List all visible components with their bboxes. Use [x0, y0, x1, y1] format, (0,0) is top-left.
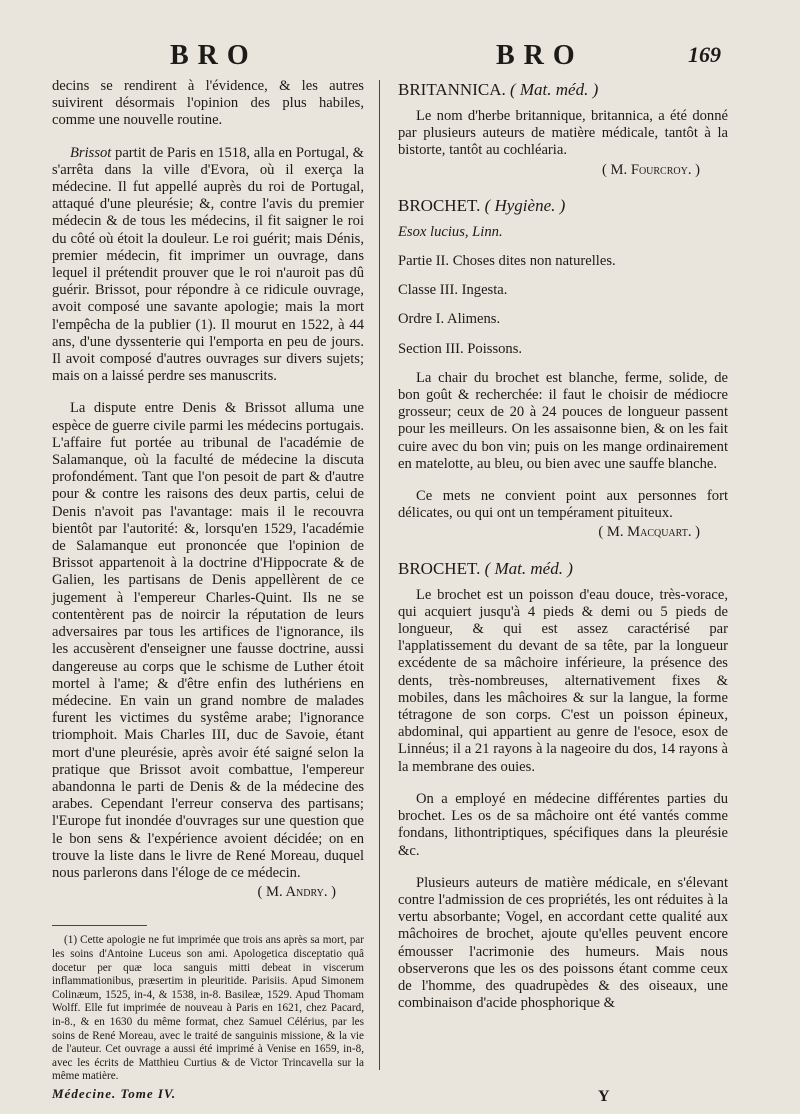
signature-andry: ( M. Andry. )	[257, 884, 336, 901]
classification-line: Esox lucius, Linn.	[398, 223, 503, 240]
brochet-properties-paragraph: Plusieurs auteurs de matière médicale, en s'élevant contre l'admission de ces propriétés, les ont réduites à la vertu absorbante; Vogel, en accordant cette qualité aux mâchoires de brochet, ajoute qu'elles peuvent encore émousser l'acrimonie des humeurs. Mais nous observerons que les os des poissons étant comme ceux de l'homme, des quadrupèdes & des oiseaux, une combinaison d'acide phosphorique &	[398, 874, 728, 1012]
footnote-rule	[52, 925, 147, 926]
signature-mark: Y	[598, 1088, 610, 1105]
continued-paragraph: decins se rendirent à l'évidence, & les autres suivirent désormais l'opinion des plus habiles, comme une nouvelle routine.	[52, 78, 364, 129]
page-number: 169	[688, 42, 721, 67]
signature-macquart: ( M. Macquart. )	[598, 524, 700, 541]
heading-text: BRITANNICA.	[398, 80, 506, 99]
bottom-note: Médecine. Tome IV.	[52, 1085, 177, 1101]
entry-heading-brochet-hygiene	[398, 196, 728, 216]
running-head-left: BRO	[170, 40, 258, 71]
entry-heading-britannica	[398, 80, 728, 100]
left-column	[52, 78, 364, 1102]
brochet-description-paragraph: Le brochet est un poisson d'eau douce, très-vorace, qui acquiert jusqu'à 4 pieds & demi ou 5 pieds de longueur, & qui est assez caractérisé par l'applatissement du devant de sa tête, par la longueur excédente de sa mâchoire inférieure, la présence des dents, très-nombreuses, alternativement fixes & mobiles, dans les mâchoires & sur la langue, la forme tétragone de son corps. C'est un poisson épineux, abdominal, qui appartient au genre de l'esoce, esox de Linnéus; il a 21 rayons à la nageoire du dos, 14 rayons à la membrane des ouies.	[398, 586, 728, 775]
heading-tag: ( Mat. méd. )	[484, 558, 573, 578]
entry-heading-brochet-mat-med	[398, 559, 728, 579]
classification-line: Section III. Poissons.	[398, 340, 523, 357]
dispute-paragraph: La dispute entre Denis & Brissot alluma une espèce de guerre civile parmi les médecins portugais. L'affaire fut portée au tribunal de l'académie de Salamanque, où la faculté de médecine la discuta profondément. Tant que l'on pesoit de part & d'autre pour & contre les raisons des deux partis, celui de Denis n'avoit pas l'avantage: mais il le recouvra bientôt par l'autorité: &, lorsqu'en 1529, l'académie de Salamanque eut prononcée que l'opinion de Brissot appartenoit à la doctrine d'Hippocrate & de Galien, les partisans de Denis appellèrent de ce jugement à l'empereur Charles-Quint. Ils ne se contentèrent pas de noircir la réputation de leurs adversaires par tous les artifices de l'ignorance, ils les accusèrent d'enseigner une fausse doctrine, aussi dangereuse au corps que le schisme de Luther étoit mortel à l'ame; & d'être enfin des luthériens en médecine. En vain un grand nombre de malades furent les victimes du systême arabe; l'ignorance triomphoit. Mais Charles III, duc de Savoie, étant mort d'une pleurésie, après avoir été saigné selon la pratique que Brissot avoit combattue, l'empereur abandonna le parti de Denis & de la médecine des arabes. Cependant l'erreur conserva des partisans; l'Europe fut inondée d'ouvrages sur une question que le bon sens & l'expérience avoient décidée; on en trouve la liste dans le livre de René Moreau, duquel nous parlerons dans l'éloge de ce médecin.	[52, 400, 364, 881]
britannica-paragraph: Le nom d'herbe britannique, britannica, a été donné par plusieurs auteurs de matière médicale, tantôt à la bistorte, tantôt au cochléaria.	[398, 108, 728, 159]
heading-text: BROCHET.	[398, 195, 481, 215]
classification-line: Partie II. Choses dites non naturelles.	[398, 253, 616, 270]
heading-tag: ( Hygiène. )	[484, 195, 566, 215]
heading-text: BROCHET.	[398, 558, 481, 578]
classification-line: Ordre I. Alimens.	[398, 311, 501, 328]
footnote: (1) Cette apologie ne fut imprimée que trois ans après sa mort, par les soins d'Antoine Luceus son ami. Apologetica disceptatio quâ docetur per quæ loca sanguis mitti debeat in viscerum inflammationibus, præsertim in pleuritide. Parisiis. Apud Simonem Colinæum, 1525, in-4, & 1538, in-8. Basileæ, 1529. Apud Thomam Wolff. Elle fut imprimée de nouveau à Paris en 1621, chez Pacard, in-8., & en 1630 du même format, chez Samuel Célérius, par les soins de René Moreau, avec le traité de sanguinis missione, & la vie de l'auteur. Cet ouvrage a aussi été imprimé à Venise en 1659, in-8, avec les écrits de Matthieu Curtius & de Victor Trincavella sur la même matière.	[52, 934, 364, 1083]
running-head-right: BRO	[496, 40, 584, 71]
brissot-text: partit de Paris en 1518, alla en Portugal, & s'arrêta dans la ville d'Evora, où il exerça la médecine. Il fut appellé auprès du roi de Portugal, attaqué d'une pleurésie; &, contre l'avis du premier médecin & de tous les médecins, il fit saigner le roi du côté où étoit la douleur. Le roi guérit; mais Dénis, premier médecin, fit imprimer un ouvrage, dans lequel il prétendit prouver que le roi n'auroit pas dû guérir. Brissot, pour répondre à ce ridicule ouvrage, avoit composé une savante apologie; mais la mort l'empêcha de la publier (1). Il mourut en 1522, à 44 ans, d'une dyssenterie qui l'emporta en peu de jours. Il avoit composé d'autres ouvrages sur divers sujets; mais on a laissé perdre ses manuscrits.	[52, 144, 364, 385]
classification-line: Classe III. Ingesta.	[398, 282, 508, 299]
right-column	[398, 78, 728, 1012]
brochet-advice-paragraph: Ce mets ne convient point aux personnes fort délicates, ou qui ont un tempérament pituiteux.	[398, 488, 728, 522]
heading-tag: ( Mat. méd. )	[509, 80, 599, 99]
brochet-medicine-paragraph: On a employé en médecine différentes parties du brochet. Les os de sa mâchoire ont été vantés comme fondans, lithontriptiques, spécifiques dans la pleurésie &c.	[398, 790, 728, 859]
brochet-flesh-paragraph: La chair du brochet est blanche, ferme, solide, de bon goût & recherchée: il faut le choisir de médiocre grosseur; ceux de 20 à 24 pouces de longueur passent pour les meilleurs. On les assaisonne bien, & on les fait cuire avec du bon vin; puis on les mange ordinairement en matelotte, au bleu, ou bien avec une sauffe blanche.	[398, 369, 728, 472]
signature-fourcroy: ( M. Fourcroy. )	[602, 161, 700, 178]
brissot-paragraph	[52, 145, 364, 386]
column-divider	[379, 80, 380, 1070]
brissot-name: Brissot	[70, 144, 112, 161]
